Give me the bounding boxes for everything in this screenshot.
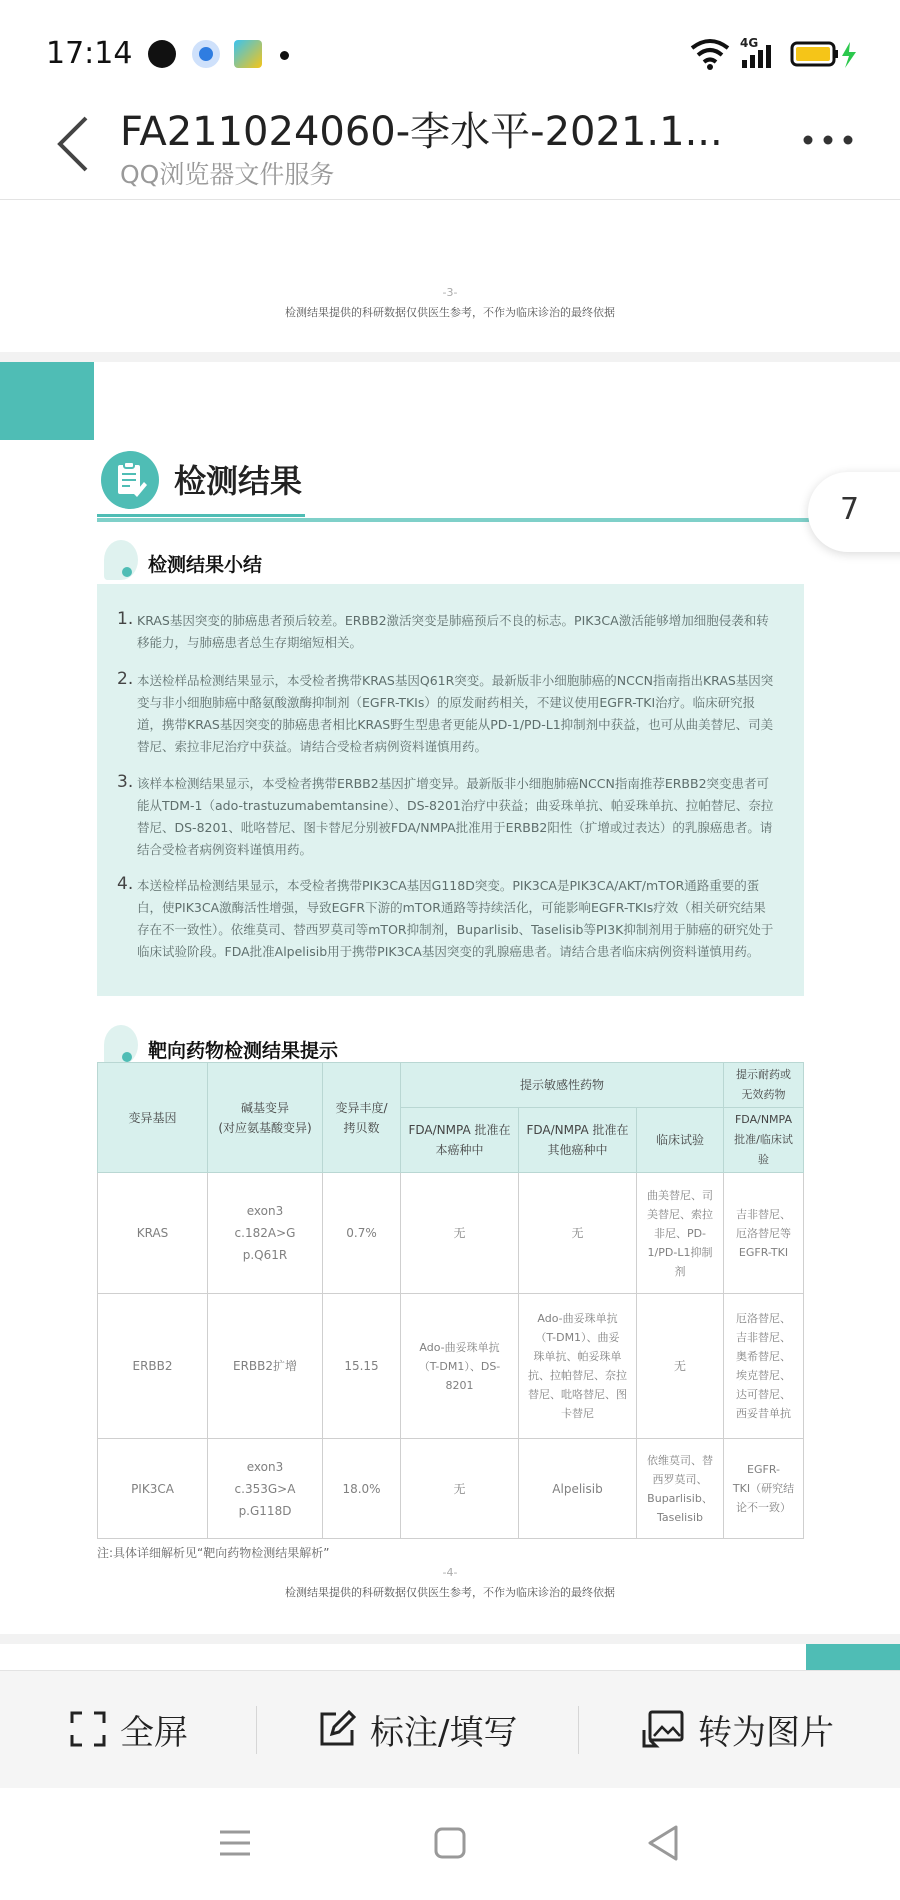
col-header-approved-other: FDA/NMPA 批准在 其他癌种中	[519, 1108, 637, 1173]
report-clipboard-icon	[100, 450, 160, 510]
divider	[578, 1706, 579, 1754]
col-header-approved-this: FDA/NMPA 批准在 本癌种中	[401, 1108, 519, 1173]
image-convert-icon	[642, 1710, 684, 1748]
summary-item-number: 3.	[117, 772, 134, 792]
page-5	[0, 1644, 900, 1670]
network-label: 4G	[740, 36, 759, 50]
summary-item-text: 本送检样品检测结果显示，本受检者携带PIK3CA基因G118D突变。PIK3CA是PIK3CA/AKT/mTOR通路重要的蛋白，使PIK3CA激酶活性增强，导致EGFR下游的mTOR通路等持续活化，可能影响EGFR-TKIs疗效（相关研究结果存在不一致性）。依维莫司、替西罗莫司等mTOR抑制剂，Buparlisib、Taselisib等PI3K抑制剂用于肺癌的研究处于临床试验阶段。FDA批准Alpelisib用于携带PIK3CA基因突变的乳腺癌患者。请结合患者临床病例资料谨慎用药。	[137, 878, 774, 959]
home-icon[interactable]	[434, 1826, 466, 1860]
cell-trial: 无	[637, 1294, 724, 1439]
annotate-button[interactable]	[318, 1699, 517, 1759]
menu-icon[interactable]	[218, 1828, 252, 1858]
status-time: 17:14	[46, 36, 133, 71]
back-nav-icon[interactable]	[646, 1824, 680, 1862]
summary-item-number: 1.	[117, 609, 134, 629]
cell-gene: KRAS	[98, 1173, 208, 1294]
more-button[interactable]	[800, 130, 860, 150]
fullscreen-label: 全屏	[120, 1712, 188, 1753]
col-header-resistant: 提示耐药或 无效药物	[724, 1063, 804, 1108]
cell-abundance: 18.0%	[323, 1439, 401, 1539]
page-indicator-number: 7	[840, 492, 860, 527]
heading-divider	[97, 518, 809, 522]
divider	[256, 1706, 257, 1754]
summary-title: 检测结果小结	[148, 554, 263, 576]
col-header-variant: 碱基变异 (对应氨基酸变异)	[208, 1063, 323, 1173]
app-circle-icon	[192, 40, 220, 68]
page-heading: 检测结果	[174, 462, 303, 500]
wifi-icon	[690, 38, 730, 70]
section-bullet-icon	[104, 1025, 138, 1065]
system-nav-bar	[0, 1788, 900, 1900]
page-footer-note: 检测结果提供的科研数据仅供医生参考，不作为临床诊治的最终依据	[285, 1586, 615, 1599]
to-image-button[interactable]	[642, 1699, 834, 1759]
cell-approved-other: Alpelisib	[519, 1439, 637, 1539]
cell-variant: exon3 c.353G>A p.G118D	[208, 1439, 323, 1539]
cell-approved-other: 无	[519, 1173, 637, 1294]
cell-resistant: EGFR- TKI（研究结 论不一致）	[724, 1439, 804, 1539]
cell-trial: 曲美替尼、司 美替尼、索拉 非尼、PD- 1/PD-L1抑制 剂	[637, 1173, 724, 1294]
cell-abundance: 0.7%	[323, 1173, 401, 1294]
title-bar	[0, 100, 900, 200]
summary-item-number: 4.	[117, 874, 134, 894]
document-title: FA211024060-李水平-2021.1...	[120, 109, 723, 155]
cell-approved-other: Ado-曲妥珠单抗 （T-DM1）、曲妥 珠单抗、帕妥珠单 抗、拉帕替尼、奈拉 替尼、吡咯替尼、图 卡替尼	[519, 1294, 637, 1439]
cell-resistant: 厄洛替尼、 吉非替尼、 奥希替尼、 埃克替尼、 达可替尼、 西妥昔单抗	[724, 1294, 804, 1439]
col-header-abundance: 变异丰度/ 拷贝数	[323, 1063, 401, 1173]
col-header-resistant-sub: FDA/NMPA 批准/临床试 验	[724, 1108, 804, 1173]
table-row	[98, 1439, 804, 1539]
summary-item-number: 2.	[117, 669, 134, 689]
app-q-icon	[148, 40, 176, 68]
document-subtitle: QQ浏览器文件服务	[120, 160, 335, 189]
summary-item-text: 该样本检测结果显示，本受检者携带ERBB2基因扩增变异。最新版非小细胞肺癌NCCN指南推荐ERBB2突变患者可能从TDM-1（ado-trastuzumabemtansine）、DS-8201治疗中获益；曲妥珠单抗、帕妥珠单抗、拉帕替尼、奈拉替尼、DS-8201、吡咯替尼、图卡替尼分别被FDA/NMPA批准用于ERBB2阳性（扩增或过表达）的乳腺癌患者。请结合受检者病例资料谨慎用药。	[137, 776, 774, 857]
page-number: -3-	[442, 286, 458, 299]
cell-abundance: 15.15	[323, 1294, 401, 1439]
cell-approved-this: 无	[401, 1173, 519, 1294]
page-number: -4-	[442, 1566, 458, 1579]
fullscreen-icon	[70, 1711, 106, 1747]
col-header-sensitive: 提示敏感性药物	[401, 1063, 724, 1108]
page-indicator[interactable]	[808, 472, 900, 552]
page-3	[0, 200, 900, 352]
back-button[interactable]	[52, 114, 92, 174]
to-image-label: 转为图片	[698, 1712, 834, 1753]
cell-resistant: 吉非替尼、 厄洛替尼等 EGFR-TKI	[724, 1173, 804, 1294]
page-corner-decoration	[0, 362, 94, 440]
summary-item-text: 本送检样品检测结果显示，本受检者携带KRAS基因Q61R突变。最新版非小细胞肺癌的NCCN指南指出KRAS基因突变与非小细胞肺癌中酪氨酸激酶抑制剂（EGFR-TKIs）的原发耐药相关，不建议使用EGFR-TKI治疗。临床研究报道，携带KRAS基因突变的肺癌患者相比KRAS野生型患者更能从PD-1/PD-L1抑制剂中获益，也可从曲美替尼、司美替尼、索拉非尼治疗中获益。请结合受检者病例资料谨慎用药。	[137, 673, 774, 754]
battery-icon	[790, 40, 862, 70]
page-4	[0, 362, 900, 1634]
page-footer-note: 检测结果提供的科研数据仅供医生参考，不作为临床诊治的最终依据	[285, 306, 615, 319]
cell-approved-this: 无	[401, 1439, 519, 1539]
table-row	[98, 1294, 804, 1439]
status-bar	[0, 0, 900, 100]
target-drug-table	[97, 1062, 804, 1539]
cell-approved-this: Ado-曲妥珠单抗 （T-DM1）、DS- 8201	[401, 1294, 519, 1439]
section-dot	[122, 1052, 132, 1062]
dot-icon	[280, 51, 289, 60]
summary-box	[97, 584, 804, 996]
signal-icon	[740, 44, 776, 70]
section-bullet-icon	[104, 540, 138, 580]
table-note: 注:具体详细解析见“靶向药物检测结果解析”	[97, 1546, 330, 1560]
cell-trial: 依维莫司、替 西罗莫司、 Buparlisib、 Taselisib	[637, 1439, 724, 1539]
heading-underline	[97, 514, 305, 517]
target-section-title: 靶向药物检测结果提示	[148, 1040, 339, 1062]
section-dot	[122, 567, 132, 577]
annotate-label: 标注/填写	[370, 1712, 518, 1753]
table-row	[98, 1173, 804, 1294]
col-header-gene: 变异基因	[98, 1063, 208, 1173]
cell-gene: ERBB2	[98, 1294, 208, 1439]
bottom-action-bar	[0, 1670, 900, 1788]
summary-item-text: KRAS基因突变的肺癌患者预后较差。ERBB2激活突变是肺癌预后不良的标志。PIK3CA激活能够增加细胞侵袭和转移能力，与肺癌患者总生存期缩短相关。	[137, 613, 769, 650]
document-viewer[interactable]	[0, 200, 900, 1670]
page-corner-decoration	[806, 1644, 900, 1670]
col-header-trial: 临床试验	[637, 1108, 724, 1173]
fullscreen-button[interactable]	[70, 1699, 188, 1759]
cell-variant: ERBB2扩增	[208, 1294, 323, 1439]
edit-icon	[318, 1710, 356, 1748]
cell-gene: PIK3CA	[98, 1439, 208, 1539]
cell-variant: exon3 c.182A>G p.Q61R	[208, 1173, 323, 1294]
app-play-icon	[234, 40, 262, 68]
